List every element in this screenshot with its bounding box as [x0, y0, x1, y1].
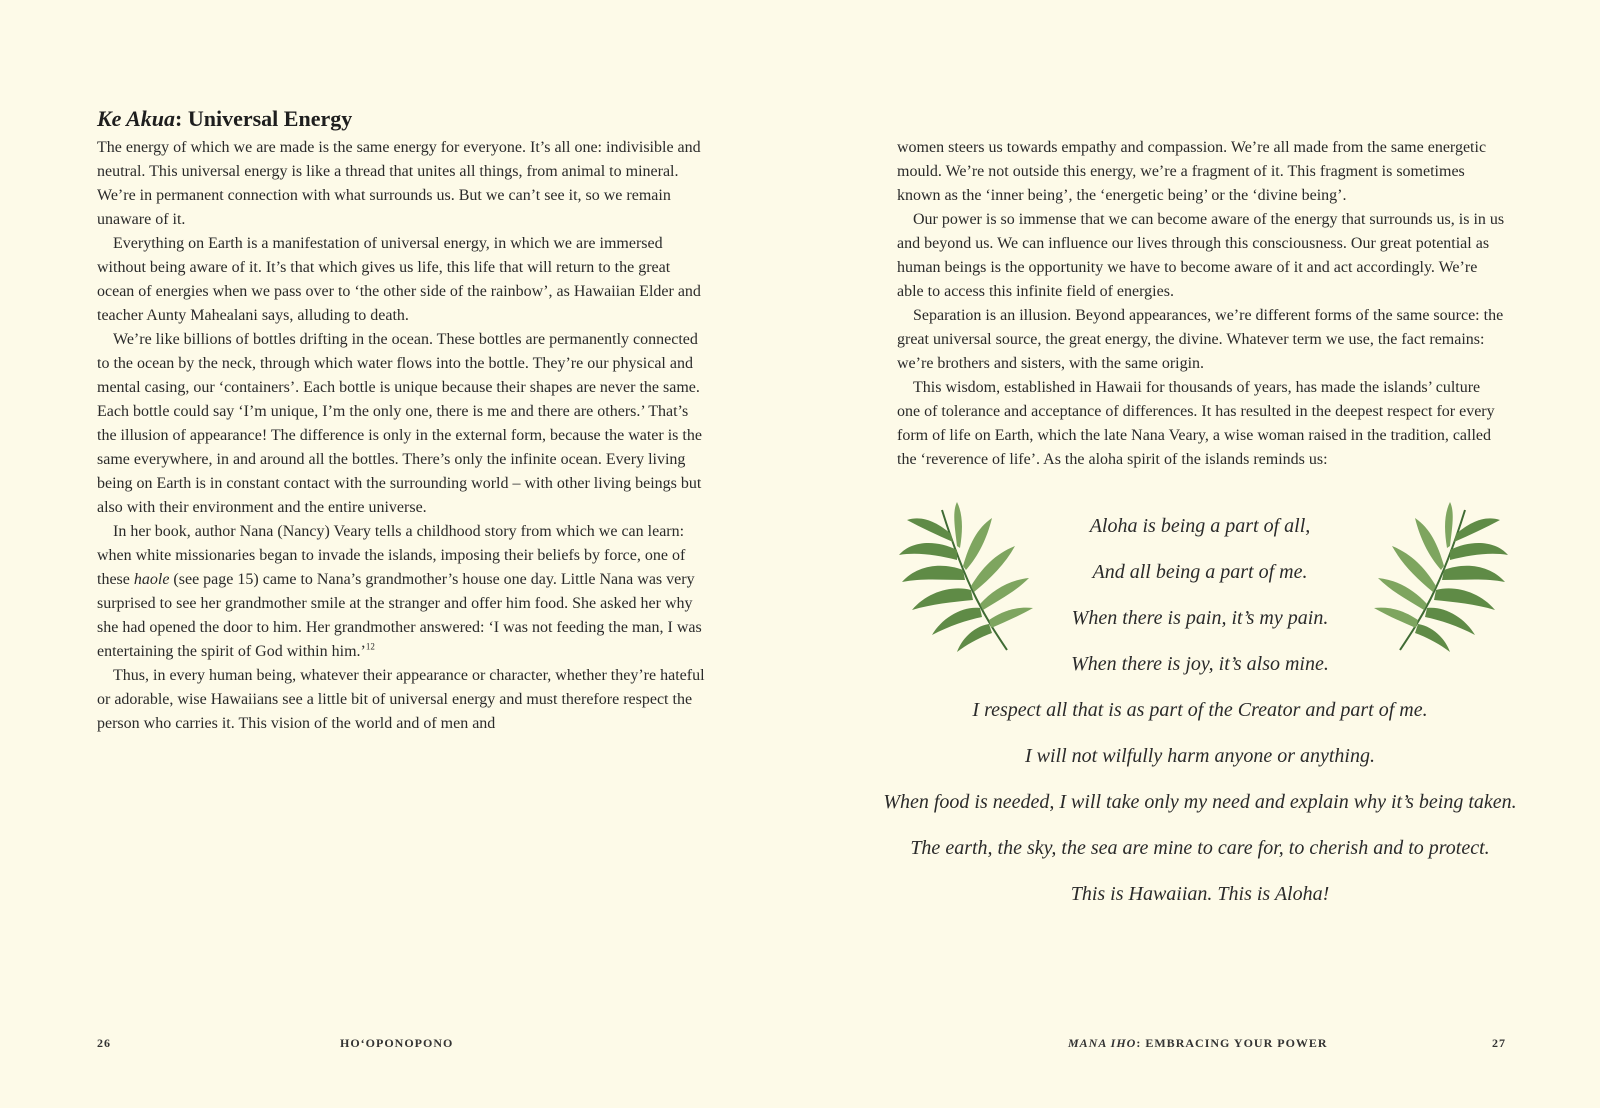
paragraph-text: (see page 15) came to Nana’s grandmother’s house one day. Little Nana was very surprised to see her grandmother smile at the stranger and offer him food. She asked her why she had opened the door to him. Her grandmother answered: ‘I was not feeding the man, I was entertaining the spirit of God within him.’ [97, 571, 702, 660]
footnote-marker: 12 [365, 641, 375, 652]
poem-line: I respect all that is as part of the Creator and part of me. [972, 699, 1428, 721]
paragraph: women steers us towards empathy and compassion. We’re all made from the same energetic mould. We’re not outside this energy, we’re a fragment of it. This fragment is sometimes known as the ‘inner being’, the ‘energetic being’ or the ‘divine being’. [897, 139, 1487, 204]
paragraph: Thus, in every human being, whatever their appearance or character, whether they’re hateful or adorable, wise Hawaiians see a little bit of universal energy and must therefore respect the person who carries it. This vision of the world and of men and [97, 667, 705, 732]
section-heading [97, 106, 352, 132]
poem-line: When there is pain, it’s my pain. [1071, 607, 1329, 629]
heading-italic: Ke Akua [97, 106, 176, 131]
page-number-right: 27 [1492, 1036, 1506, 1050]
paragraph: The energy of which we are made is the same energy for everyone. It’s all one: indivisible and neutral. This universal energy is like a thread that unites all things, from animal to mineral. We’re in permanent connection with what surrounds us. But we can’t see it, so we remain unaware of it. [97, 139, 701, 228]
poem-line: This is Hawaiian. This is Aloha! [1070, 883, 1330, 905]
running-header-left: HO‘OPONOPONO [340, 1036, 454, 1050]
running-header-right [1068, 1036, 1328, 1051]
paragraph: We’re like billions of bottles drifting in the ocean. These bottles are permanently connected to the ocean by the neck, through which water flows into the bottle. They’re our physical and mental casing, our ‘containers’. Each bottle is unique because their shapes are never the same. Each bottle could say ‘I’m unique, I’m the only one, there is me and there are others.’ That’s the illusion of appearance! The difference is only in the external form, because the water is the same everywhere, in and around all the bottles. There’s only the infinite ocean. Every living being on Earth is in constant contact with the surrounding world – with other living beings but also with their environment and the entire universe. [97, 331, 702, 516]
aloha-poem [800, 510, 1600, 924]
paragraph-text: In her book, author Nana (Nancy) Veary tells a childhood story from which we can learn: when white missionaries began to invade the islands, imposing their beliefs by force, one of these [97, 523, 686, 588]
running-header-rest: : EMBRACING YOUR POWER [1136, 1036, 1328, 1050]
right-body-text [897, 136, 1507, 472]
heading-rest: : Universal Energy [175, 106, 353, 131]
paragraph: Our power is so immense that we can become aware of the energy that surrounds us, is in us and beyond us. We can influence our lives through this consciousness. Our great potential as human beings is the opportunity we have to become aware of it and act accordingly. We’re able to access this infinite field of energies. [897, 211, 1505, 300]
paragraph: Everything on Earth is a manifestation of universal energy, in which we are immersed without being aware of it. It’s that which gives us life, this life that will return to the great ocean of energies when we pass over to ‘the other side of the rainbow’, as Hawaiian Elder and teacher Aunty Mahealani says, alluding to death. [97, 235, 701, 324]
running-header-italic: MANA IHO [1068, 1036, 1137, 1050]
poem-line: Aloha is being a part of all, [1089, 515, 1311, 537]
poem-line: I will not wilfully harm anyone or anything. [1025, 745, 1375, 767]
poem-line: And all being a part of me. [1092, 561, 1308, 583]
left-body-text [97, 136, 707, 736]
page-number-left: 26 [97, 1036, 111, 1050]
paragraph: This wisdom, established in Hawaii for thousands of years, has made the islands’ culture one of tolerance and acceptance of differences. It has resulted in the deepest respect for every form of life on Earth, which the late Nana Veary, a wise woman raised in the tradition, called the ‘reverence of life’. As the aloha spirit of the islands reminds us: [897, 379, 1495, 468]
poem-line: When there is joy, it’s also mine. [1071, 653, 1329, 675]
italic-term: haole [133, 571, 170, 588]
poem-line: The earth, the sky, the sea are mine to care for, to cherish and to protect. [910, 837, 1490, 859]
paragraph: Separation is an illusion. Beyond appearances, we’re different forms of the same source: the great universal source, the great energy, the divine. Whatever term we use, the fact remains: we’re brothers and sisters, with the same origin. [897, 307, 1504, 372]
paragraph [97, 520, 707, 664]
right-page [800, 0, 1600, 1108]
poem-line: When food is needed, I will take only my need and explain why it’s being taken. [883, 791, 1517, 813]
